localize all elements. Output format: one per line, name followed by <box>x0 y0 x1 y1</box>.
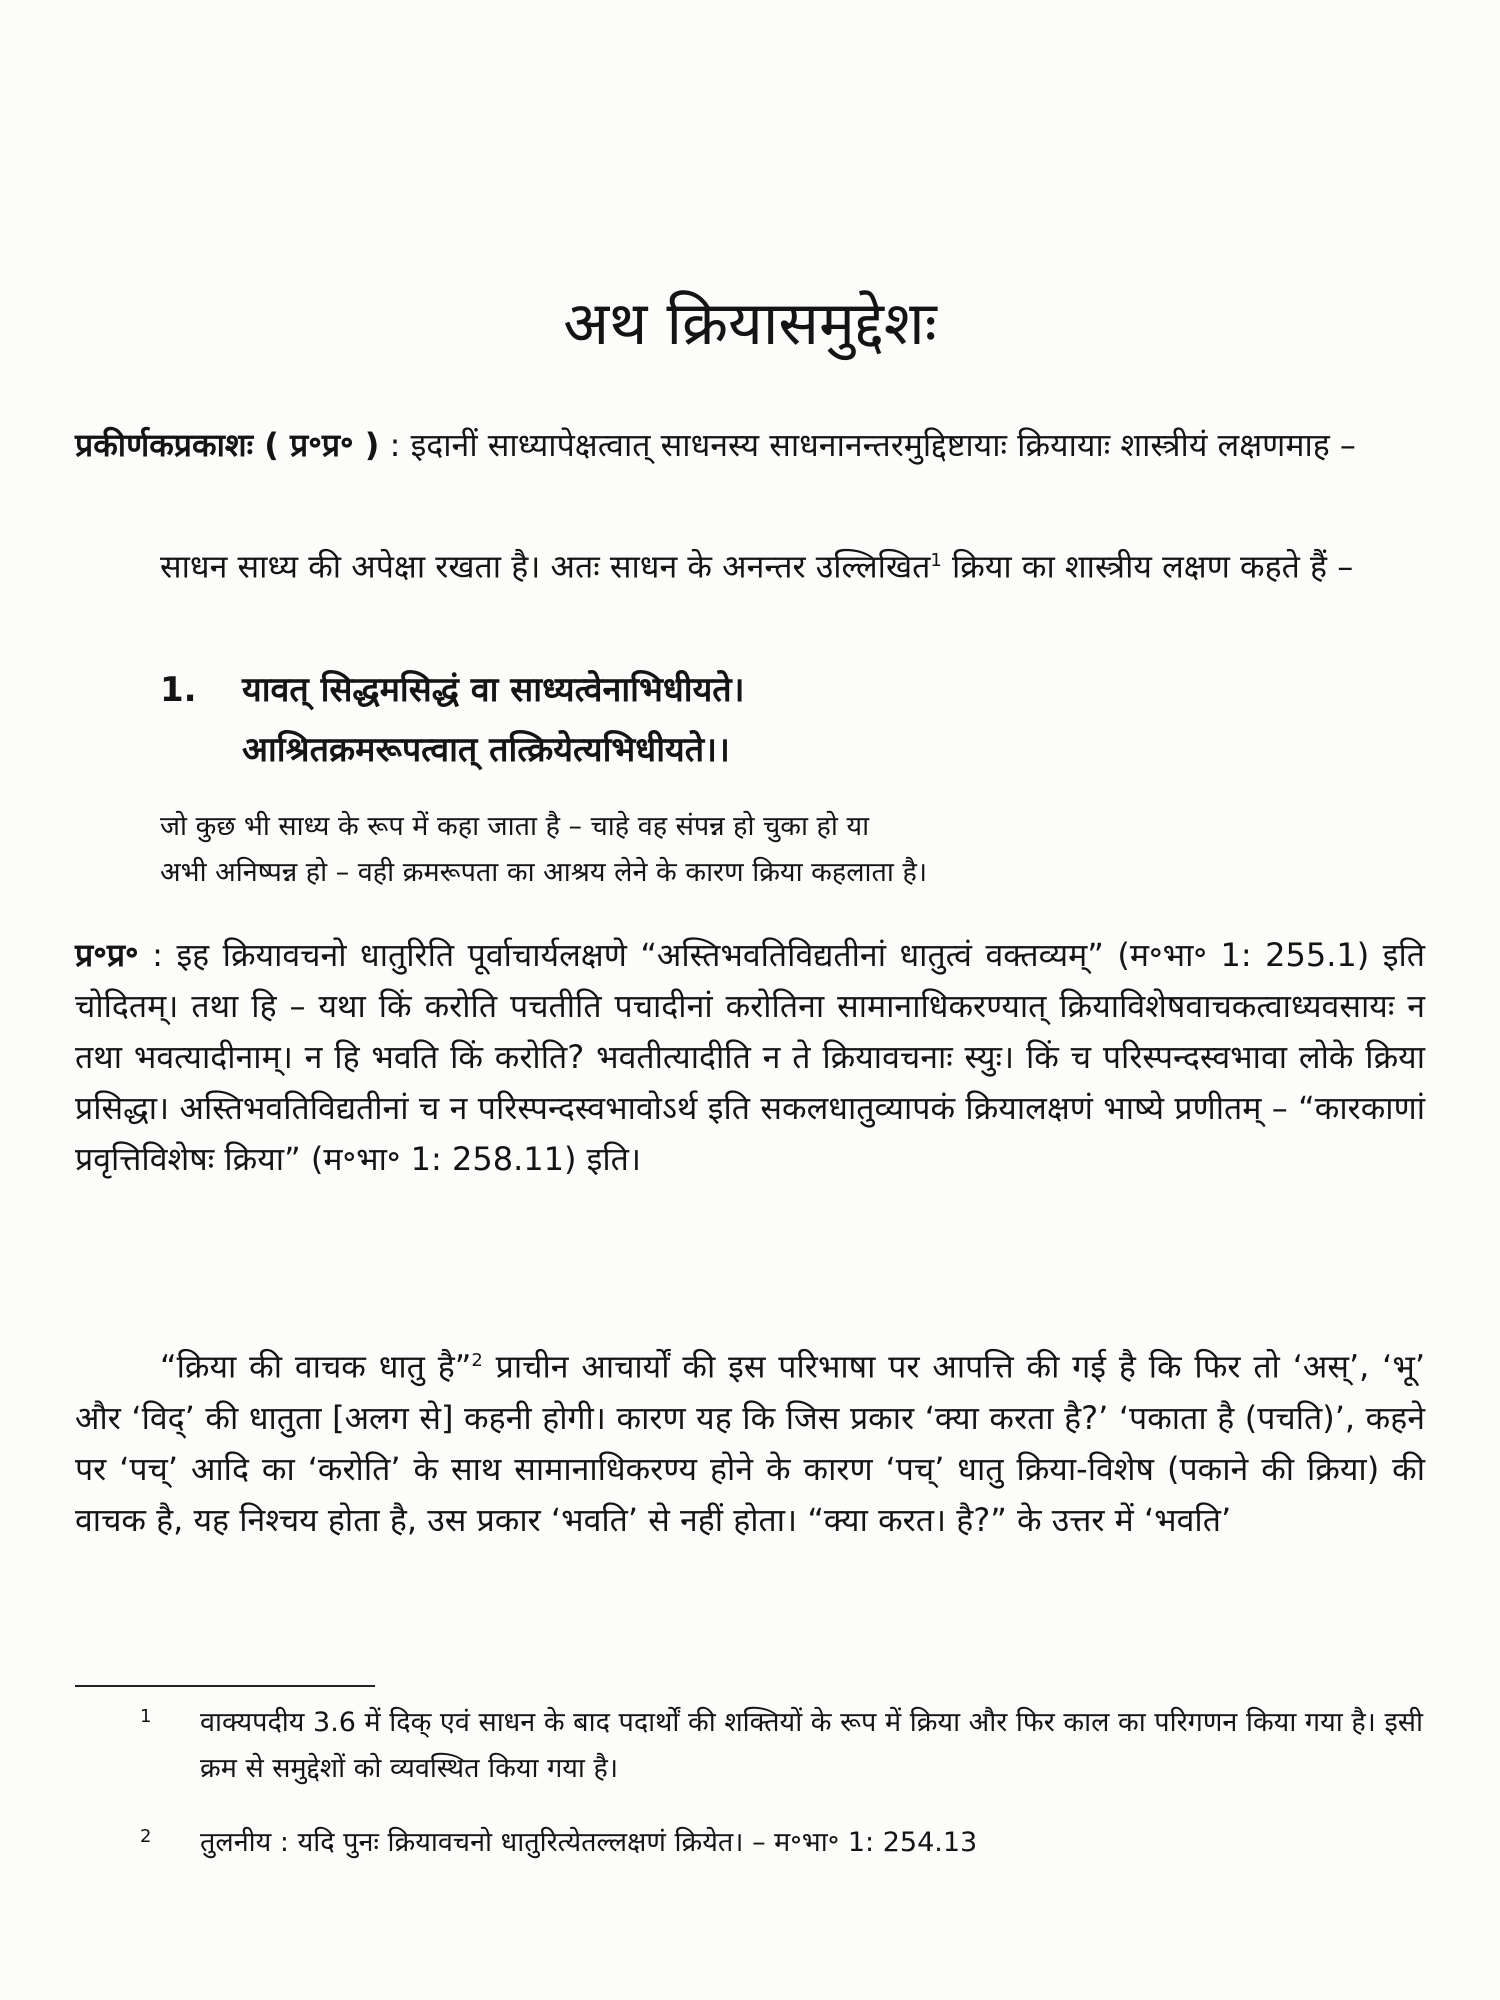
intro-paragraph <box>75 420 1425 471</box>
footnote-text-2: तुलनीय : यदि पुनः क्रियावचनो धातुरित्येतल्लक्षणं क्रियेत। – म॰भा॰ 1: 254.13 <box>200 1827 978 1858</box>
hindi-intro-text-a: साधन साध्य की अपेक्षा रखता है। अतः साधन के अनन्तर उल्लिखित <box>160 547 931 586</box>
intro-text: : इदानीं साध्यापेक्षत्वात् साधनस्य साधनानन्तरमुद्दिष्टायाः क्रियायाः शास्त्रीयं लक्षणमाह – <box>379 426 1356 464</box>
footnote-divider <box>75 1685 375 1687</box>
commentary-paragraph <box>75 930 1425 1185</box>
hindi-commentary-text-b: प्राचीन आचार्यों की इस परिभाषा पर आपत्ति की गई है कि फिर तो ‘अस्’, ‘भू’ और ‘विद्’ की धातुता [अलग से] कहनी होगी। कारण यह कि जिस प्रकार ‘क्या करता है?’ ‘पकाता है (पचति)’, कहने पर ‘पच्’ आदि का ‘करोति’ के साथ सामानाधिकरण्य होने के कारण ‘पच्’ धातु क्रिया-विशेष (पकाने की क्रिया) की वाचक है, यह निश्चय होता है, उस प्रकार ‘भवति’ से नहीं होता। “क्या करत। है?” के उत्तर में ‘भवति’ <box>75 1347 1425 1539</box>
commentary-text: : इह क्रियावचनो धातुरिति पूर्वाचार्यलक्षणे “अस्तिभवतिविद्यतीनां धातुत्वं वक्तव्यम्” (म॰भा॰ 1: 255.1) इति चोदितम्। तथा हि – यथा किं करोति पचतीति पचादीनां करोतिना सामानाधिकरण्यात् क्रियाविशेषवाचकत्वाध्यवसायः न तथा भवत्यादीनाम्। न हि भवति किं करोति? भवतीत्यादीति न ते क्रियावचनाः स्युः। किं च परिस्पन्दस्वभावा लोके क्रिया प्रसिद्धा। अस्तिभवतिविद्यतीनां च न परिस्पन्दस्वभावोऽर्थ इति सकलधातुव्यापकं क्रियालक्षणं भाष्ये प्रणीतम् – “कारकाणां प्रवृत्तिविशेषः क्रिया” (म॰भा॰ 1: 258.11) इति। <box>75 936 1425 1178</box>
footnote-ref-2: 2 <box>471 1350 483 1371</box>
footnote-text-1: वाक्यपदीय 3.6 में दिक् एवं साधन के बाद पदार्थों की शक्तियों के रूप में क्रिया और फिर काल का परिगणन किया गया है। इसी क्रम से समुद्देशों को व्यवस्थित किया गया है। <box>200 1707 1423 1784</box>
verse-gloss <box>160 804 1360 896</box>
verse-line-2: आश्रितक्रमरूपत्वात् तत्क्रियेत्यभिधीयते।। <box>242 730 730 770</box>
footnote-mark-2: 2 <box>140 1826 152 1847</box>
footnote-1 <box>140 1700 1435 1792</box>
verse-line-1: यावत् सिद्धमसिद्धं वा साध्यत्वेनाभिधीयते। <box>242 670 745 710</box>
hindi-intro-text-b: क्रिया का शास्त्रीय लक्षण कहते हैं – <box>941 547 1354 586</box>
footnote-ref-1: 1 <box>930 550 942 571</box>
page-title: अथ क्रियासमुद्देशः <box>563 289 937 359</box>
gloss-line-2: अभी अनिष्पन्न हो – वही क्रमरूपता का आश्रय लेने के कारण क्रिया कहलाता है। <box>160 857 928 888</box>
verse-number: 1. <box>160 670 197 710</box>
gloss-line-1: जो कुछ भी साध्य के रूप में कहा जाता है – चाहे वह संपन्न हो चुका हो या <box>160 811 870 842</box>
footnote-mark-1: 1 <box>140 1706 152 1727</box>
footnote-2 <box>140 1820 1435 1866</box>
hindi-commentary-text-a: “क्रिया की वाचक धातु है” <box>160 1347 472 1386</box>
intro-lead: प्रकीर्णकप्रकाशः ( प्र॰प्र॰ ) <box>75 426 380 464</box>
hindi-intro-paragraph <box>75 535 1425 593</box>
commentary-lead: प्र॰प्र॰ <box>75 936 139 974</box>
hindi-commentary-paragraph <box>75 1335 1425 1546</box>
